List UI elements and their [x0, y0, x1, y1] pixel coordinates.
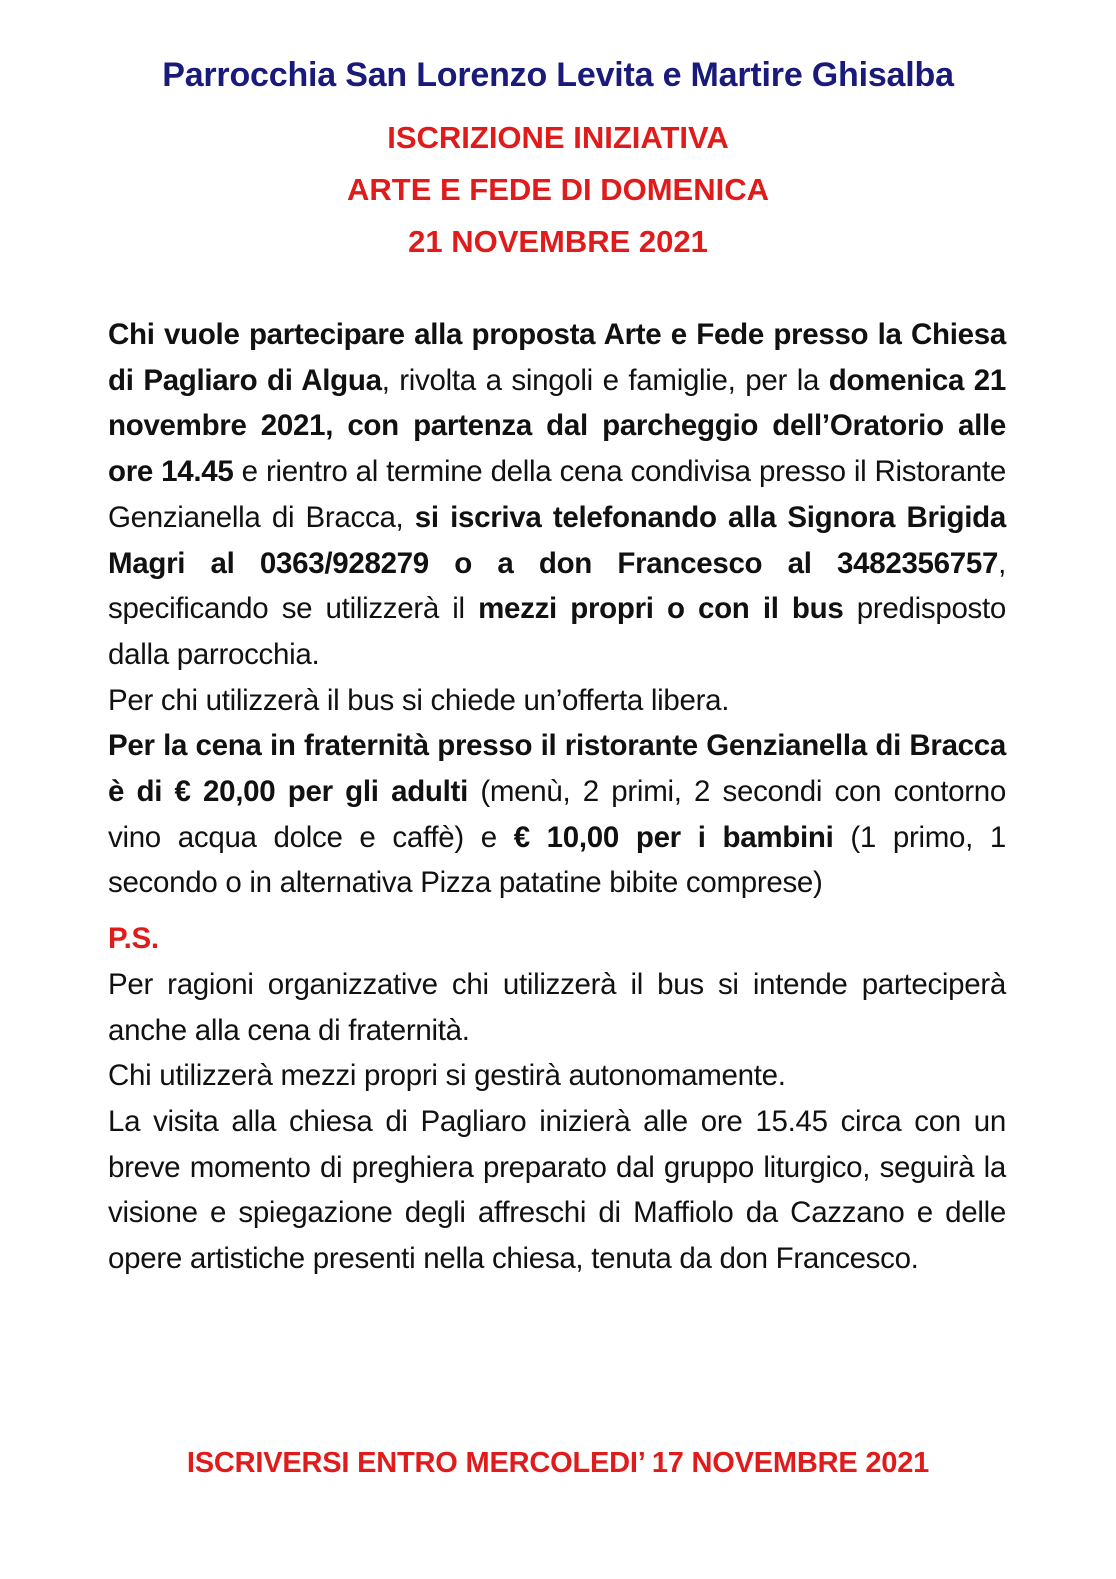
text: e rientro al termine della cena condivisa presso il Ristorante Genzianella di Bracca,	[108, 455, 1006, 534]
bold-text: Chi vuole partecipare alla proposta Arte e Fede presso la Chiesa di Pagliaro di Algua	[108, 318, 1006, 397]
ps-label: P.S.	[108, 922, 159, 956]
body-text	[108, 312, 1006, 1282]
paragraph-dinner	[108, 723, 1006, 906]
title-line-2: ARTE E FEDE DI DOMENICA	[347, 172, 769, 207]
text: , rivolta a singoli e famiglie, per la	[381, 363, 829, 397]
bold-text: Per la cena in fraternità presso il ristorante Genzianella di Bracca è di € 20,00 per gli adulti	[108, 729, 1006, 809]
bold-text: mezzi propri o con il bus	[478, 592, 844, 626]
deadline-footer: ISCRIVERSI ENTRO MERCOLEDI’ 17 NOVEMBRE 2021	[186, 1447, 930, 1479]
ps-paragraph-2: Chi utilizzerà mezzi propri si gestirà autonomamente.	[108, 1059, 786, 1093]
ps-paragraph-1: Per ragioni organizzative chi utilizzerà il bus si intende parteciperà anche alla cena di fraternità.	[108, 967, 1006, 1047]
text: (menù, 2 primi, 2 secondi con contorno vino acqua dolce e caffè) e	[108, 775, 1006, 854]
bold-text: si iscriva telefonando alla Signora Brigida Magri al 0363/928279 o a don Francesco al 3482356757	[108, 500, 1006, 580]
bold-text: domenica 21 novembre 2021, con partenza dal parcheggio dell’Oratorio alle ore 14.45	[108, 363, 1006, 489]
title-line-3: 21 NOVEMBRE 2021	[408, 224, 708, 259]
parish-name: Parrocchia San Lorenzo Levita e Martire Ghisalba	[162, 56, 954, 94]
paragraph-bus-offer: Per chi utilizzerà il bus si chiede un’offerta libera.	[108, 683, 730, 717]
bold-text: € 10,00 per i bambini	[513, 820, 834, 854]
title-line-1: ISCRIZIONE INIZIATIVA	[387, 120, 729, 155]
ps-paragraph-3: La visita alla chiesa di Pagliaro inizierà alle ore 15.45 circa con un breve momento di preghiera preparato dal gruppo liturgico, seguirà la visione e spiegazione degli affreschi di Maffiolo da Cazzano e delle opere artistiche presenti nella chiesa, tenuta da don Francesco.	[108, 1104, 1006, 1276]
text: (1 primo, 1 secondo o in alternativa Pizza patatine bibite comprese)	[108, 820, 1006, 900]
paragraph-registration	[108, 312, 1006, 678]
text: , specificando se utilizzerà il	[108, 546, 1006, 626]
text: predisposto dalla parrocchia.	[108, 592, 1007, 671]
